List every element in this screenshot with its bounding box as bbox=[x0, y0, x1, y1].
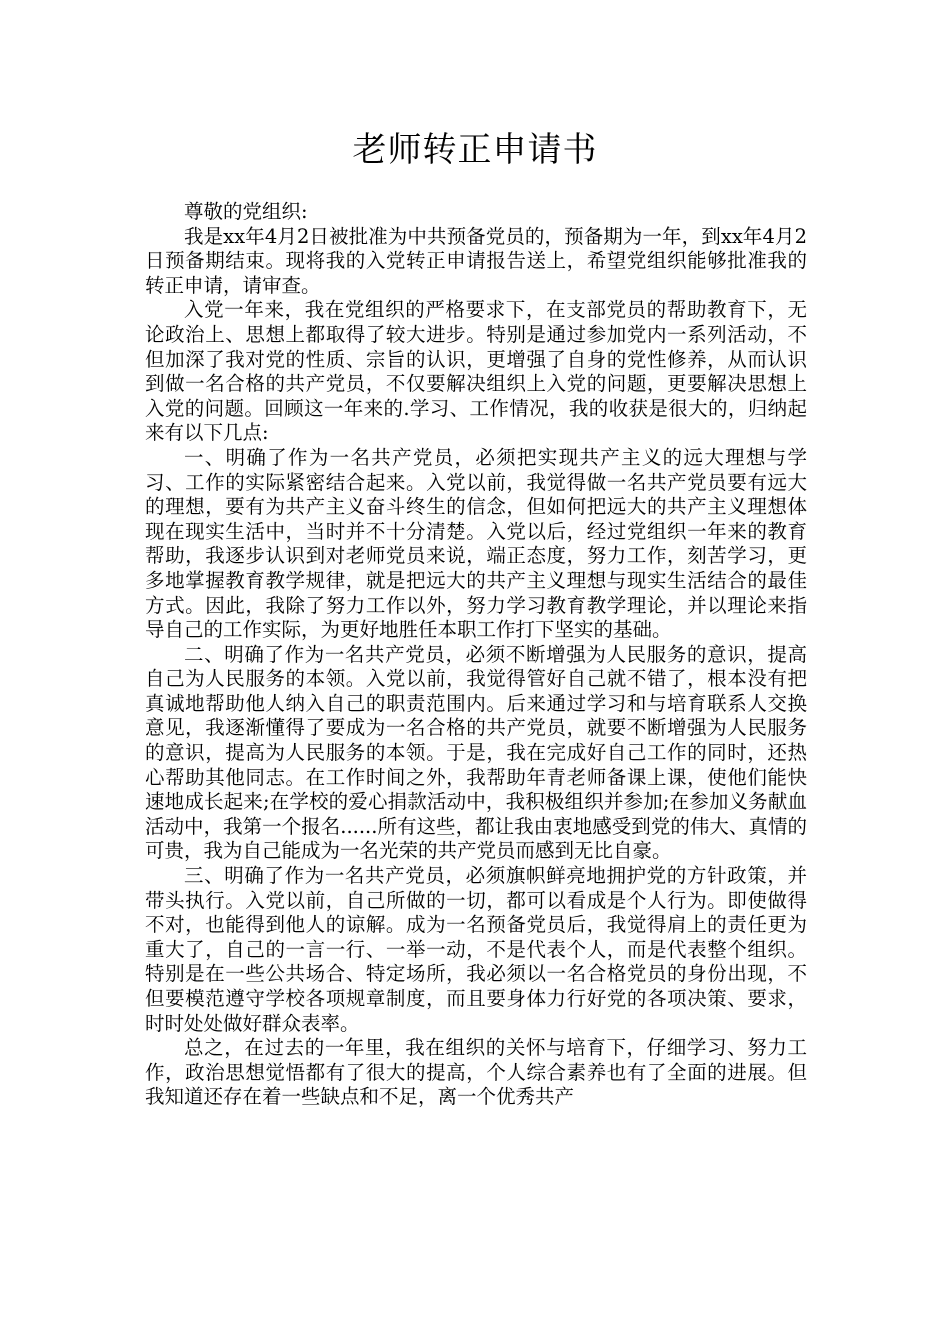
overview-paragraph: 入党一年来，我在党组织的严格要求下，在支部党员的帮助教育下，无论政治上、思想上都取得了较大进步。特别是通过参加党内一系列活动，不但加深了我对党的性质、宗旨的认识，更增强了自身的党性修养，从而认识到做一名合格的共产党员，不仅要解决组织上入党的问题，更要解决思想上入党的问题。回顾这一年来的.学习、工作情况，我的收获是很大的，归纳起来有以下几点: bbox=[145, 298, 807, 445]
point-three-paragraph: 三、明确了作为一名共产党员，必须旗帜鲜亮地拥护党的方针政策，并带头执行。入党以前，自己所做的一切，都可以看成是个人行为。即使做得不对，也能得到他人的谅解。成为一名预备党员后，我觉得肩上的责任更为重大了，自己的一言一行、一举一动，不是代表个人，而是代表整个组织。特别是在一些公共场合、特定场所，我必须以一名合格党员的身份出现，不但要模范遵守学校各项规章制度，而且要身体力行好党的各项决策、要求，时时处处做好群众表率。 bbox=[145, 864, 807, 1035]
document-title: 老师转正申请书 bbox=[352, 130, 598, 170]
intro-paragraph: 我是xx年4月2日被批准为中共预备党员的，预备期为一年，到xx年4月2日预备期结束。现将我的入党转正申请报告送上，希望党组织能够批准我的转正申请，请审查。 bbox=[145, 224, 807, 297]
salutation-paragraph: 尊敬的党组织: bbox=[184, 200, 308, 223]
point-one-paragraph: 一、明确了作为一名共产党员，必须把实现共产主义的远大理想与学习、工作的实际紧密结合起来。入党以前，我觉得做一名共产党员要有远大的理想，要有为共产主义奋斗终生的信念，但如何把远大的共产主义理想体现在现实生活中，当时并不十分清楚。入党以后，经过党组织一年来的教育帮助，我逐步认识到对老师党员来说，端正态度，努力工作，刻苦学习，更多地掌握教育教学规律，就是把远大的共产主义理想与现实生活结合的最佳方式。因此，我除了努力工作以外，努力学习教育教学理论，并以理论来指导自己的工作实际，为更好地胜任本职工作打下坚实的基础。 bbox=[145, 445, 807, 642]
document-body bbox=[145, 200, 807, 1110]
point-two-paragraph: 二、明确了作为一名共产党员，必须不断增强为人民服务的意识，提高自己为人民服务的本领。入党以前，我觉得管好自己就不错了，根本没有把真诚地帮助他人纳入自己的职责范围内。后来通过学习和与培育联系人交换意见，我逐渐懂得了要成为一名合格的共产党员，就要不断增强为人民服务的意识，提高为人民服务的本领。于是，我在完成好自己工作的同时，还热心帮助其他同志。在工作时间之外，我帮助年青老师备课上课，使他们能快速地成长起来;在学校的爱心捐款活动中，我积极组织并参加;在参加义务献血活动中，我第一个报名......所有这些，都让我由衷地感受到党的伟大、真情的可贵，我为自己能成为一名光荣的共产党员而感到无比自豪。 bbox=[145, 642, 807, 863]
conclusion-paragraph: 总之，在过去的一年里，我在组织的关怀与培育下，仔细学习、努力工作，政治思想觉悟都有了很大的提高，个人综合素养也有了全面的进展。但我知道还存在着一些缺点和不足，离一个优秀共产 bbox=[145, 1036, 807, 1109]
